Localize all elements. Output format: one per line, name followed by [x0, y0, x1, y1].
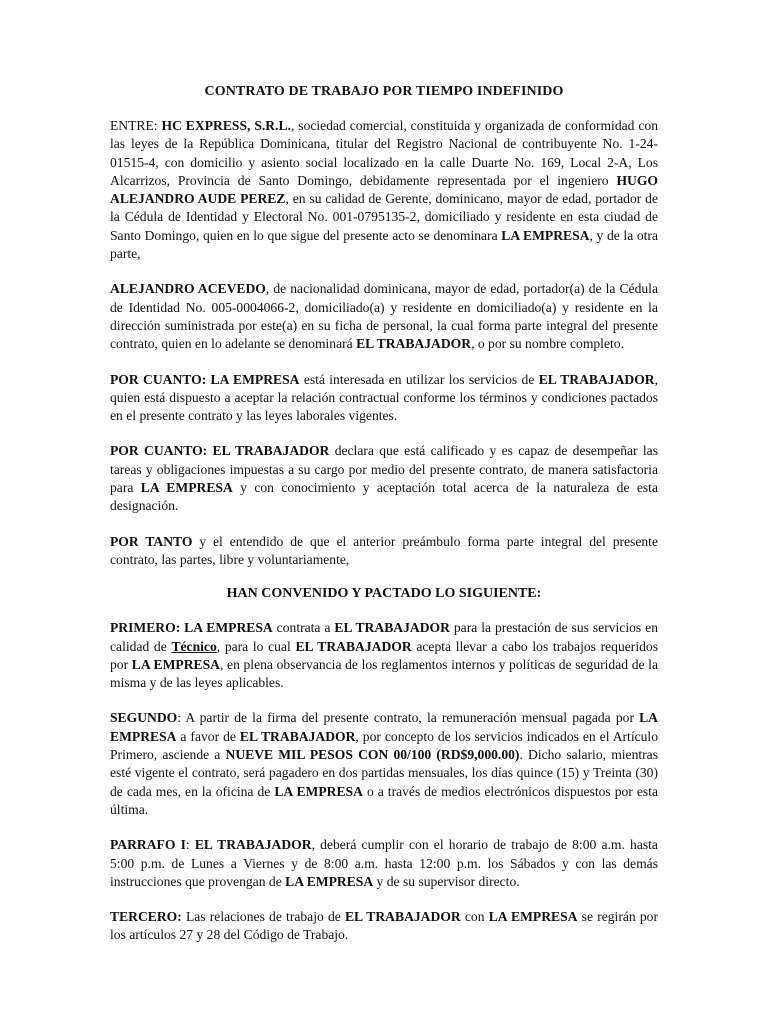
paragraph-primero [110, 619, 658, 692]
text: con [460, 909, 489, 925]
text: , de nacionalidad dominicana, mayor de edad, portador(a) de la Cédula de Identidad No. 005-0004066-2, domiciliado(a) y residente en domiciliado(a) y residente en la dirección suministrada por este(a) en su ficha de personal, la cual forma parte integral del presente contrato, quien en lo adelante se denominará [110, 281, 658, 352]
party-term: LA EMPRESA [488, 909, 578, 925]
paragraph-parrafo-i [110, 836, 658, 891]
party-term: EL TRABAJADOR [295, 638, 412, 654]
clause-heading: TERCERO: [110, 909, 182, 925]
text: ENTRE: [110, 118, 162, 133]
text: contrata a [272, 620, 335, 636]
text: declara que está calificado y es capaz de desempeñar las tareas y obligaciones impuestas a su cargo por medio del presente contrato, de manera satisfactoria para [110, 443, 658, 496]
text: acepta llevar a cabo los trabajos requeridos por [110, 638, 658, 672]
clause-heading: PRIMERO: LA EMPRESA [110, 620, 273, 636]
salary-amount: NUEVE MIL PESOS CON 00/100 (RD$9,000.00) [225, 747, 520, 763]
party-term: LA EMPRESA [285, 873, 374, 889]
text: , en su calidad de Gerente, dominicano, mayor de edad, portador de la Cédula de Identidad y Electoral No. 001-0795135-2, domiciliado y residente en esta ciudad de Santo Domingo, quien en lo que sigue del presente acto se denominara [110, 191, 658, 243]
text: , por concepto de los servicios indicados en el Artículo Primero, asciende a [110, 728, 658, 763]
company-name: HC EXPRESS, S.R.L. [161, 118, 291, 133]
party-term: EL TRABAJADOR [356, 336, 472, 352]
text: a favor de [176, 728, 240, 744]
paragraph-worker [110, 280, 658, 353]
party-term: EL TRABAJADOR [538, 371, 655, 387]
party-term: LA EMPRESA [274, 783, 363, 799]
text: , para lo cual [216, 638, 296, 654]
text: : [185, 837, 195, 853]
document-title: CONTRATO DE TRABAJO POR TIEMPO INDEFINIDO [204, 84, 564, 99]
party-term: EL TRABAJADOR [334, 620, 450, 636]
paragraph-por-cuanto-2 [110, 442, 658, 515]
party-term: EL TRABAJADOR [194, 837, 312, 853]
clause-heading: SEGUNDO [110, 710, 178, 726]
party-term: EL TRABAJADOR [344, 909, 461, 925]
text: , quien está dispuesto a aceptar la relación contractual conforme los términos y condiciones pactados en el presente contrato y las leyes laborales vigentes. [110, 371, 658, 424]
clause-heading: POR CUANTO: EL TRABAJADOR [110, 443, 330, 459]
paragraph-entre [110, 117, 658, 263]
representative-name: HUGO ALEJANDRO AUDE PEREZ [110, 172, 658, 207]
clause-heading: POR TANTO [110, 533, 193, 549]
text: y el entendido de que el anterior preámbulo forma parte integral del presente contrato, las partes, libre y voluntariamente, [110, 533, 658, 567]
text: se regirán por los artículos 27 y 28 del Código de Trabajo. [110, 909, 658, 943]
text: , o por su nombre completo. [471, 336, 624, 352]
section-heading: HAN CONVENIDO Y PACTADO LO SIGUIENTE: [226, 586, 542, 602]
clause-heading: POR CUANTO: LA EMPRESA [110, 371, 300, 387]
job-title: Técnico [171, 638, 217, 654]
paragraph-por-tanto [110, 533, 658, 570]
paragraph-tercero [110, 908, 658, 945]
worker-name: ALEJANDRO ACEVEDO [110, 281, 266, 297]
text: para la prestación de sus servicios en calidad de [110, 620, 658, 654]
text: y con conocimiento y aceptación total acerca de la naturaleza de esta designación. [110, 480, 658, 514]
paragraph-segundo [110, 709, 658, 819]
text: . Dicho salario, mientras esté vigente el contrato, será pagadero en dos partidas mensuales, los días quince (15) y Treinta (30) de cada mes, en la oficina de [110, 747, 658, 799]
party-term: LA EMPRESA [110, 710, 658, 744]
text: está interesada en utilizar los servicios de [299, 371, 539, 387]
text: o a través de medios electrónicos dispuestos por esta última. [110, 783, 658, 817]
party-term: EL TRABAJADOR [239, 728, 356, 744]
party-term: LA EMPRESA [140, 480, 233, 496]
text: , y de la otra parte, [110, 227, 658, 262]
text: y de su supervisor directo. [373, 873, 520, 889]
text: , en plena observancia de los reglamentos internos y políticas de seguridad de la misma y de las leyes aplicables. [110, 656, 658, 691]
clause-heading: PARRAFO I [110, 837, 186, 853]
text: Las relaciones de trabajo de [181, 909, 345, 925]
party-term: LA EMPRESA [131, 656, 220, 672]
text: : A partir de la firma del presente contrato, la remuneración mensual pagada por [177, 710, 640, 726]
paragraph-por-cuanto-1 [110, 371, 658, 426]
text: , deberá cumplir con el horario de trabajo de 8:00 a.m. hasta 5:00 p.m. de Lunes a Viernes y de 8:00 a.m. hasta 12:00 p.m. los Sábados y con las demás instrucciones que provengan de [110, 837, 658, 889]
party-term: LA EMPRESA [501, 227, 590, 243]
text: , sociedad comercial, constituida y organizada de conformidad con las leyes de la República Dominicana, titular del Registro Nacional de contribuyente No. 1-24-01515-4, con domicilio y asiento social localizado en la calle Duarte No. 169, Local 2-A, Los Alcarrizos, Provincia de Santo Domingo, debidamente representada por el ingeniero [110, 118, 658, 188]
